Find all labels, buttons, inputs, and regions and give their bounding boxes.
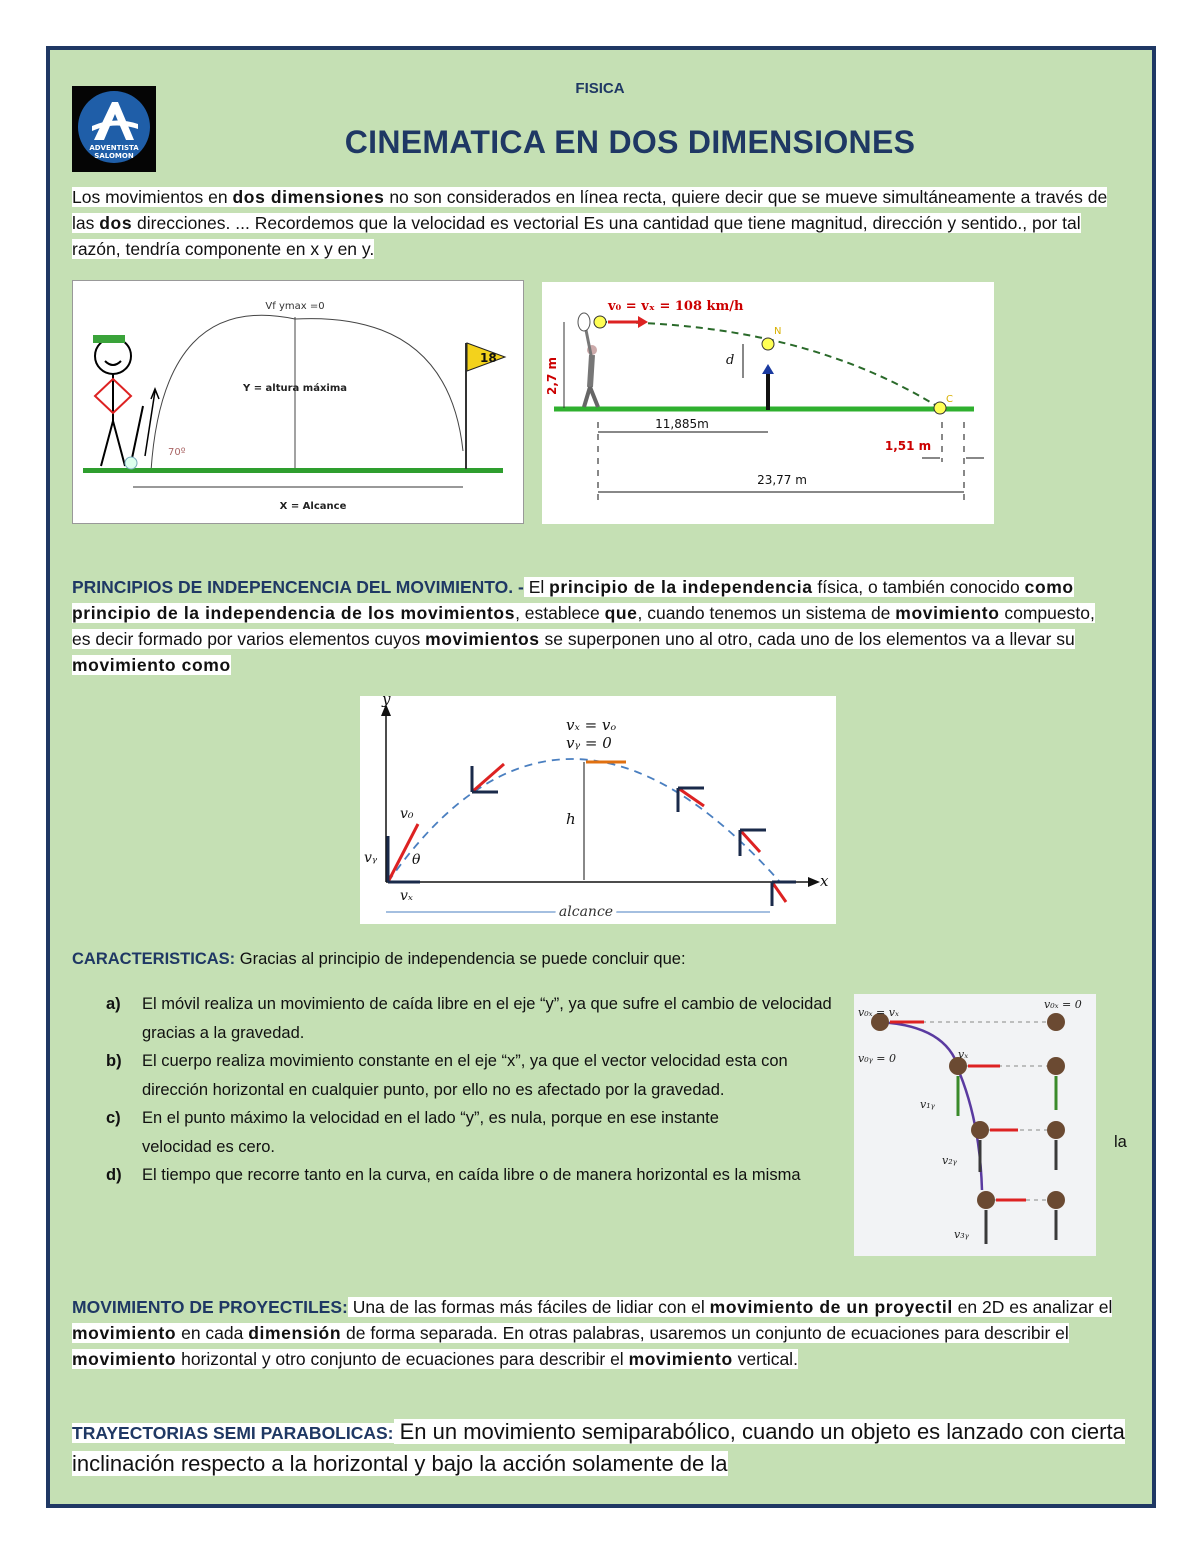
principios-bold-1: principio de la independencia (549, 577, 813, 597)
intro-paragraph (72, 184, 1117, 262)
proj-vx-label: vₓ (400, 888, 413, 904)
tennis-trajectory-figure (542, 282, 994, 524)
proyectiles-heading: MOVIMIENTO DE PROYECTILES: (72, 1297, 348, 1317)
intro-text-3: direcciones. ... Recordemos que la velocidad es vectorial Es una cantidad que tiene magnitud, dirección y sentido., por tal razón, tendría componente en x y en y. (72, 213, 1081, 259)
proyectiles-text-2: en 2D es analizar el (952, 1297, 1113, 1317)
proj-h-label: h (566, 810, 576, 828)
proyectiles-paragraph (72, 1294, 1117, 1372)
proyectiles-text-1: Una de las formas más fáciles de lidiar con el (347, 1297, 710, 1317)
proj-y-axis-label: y (382, 696, 391, 708)
caracteristicas-list (72, 990, 842, 1190)
semiparabolicas-heading: TRAYECTORIAS SEMI PARABOLICAS: (72, 1423, 394, 1443)
semi-label-7: v₃ᵧ (954, 1228, 969, 1241)
principios-bold-5: movimientos (425, 629, 540, 649)
page-frame (46, 46, 1156, 1508)
course-label: FISICA (575, 80, 625, 97)
principios-bold-6: movimiento como (72, 655, 231, 675)
semiparabolicas-paragraph (72, 1416, 1128, 1480)
semi-label-6: v₂ᵧ (942, 1154, 957, 1167)
intro-bold-2: dos (99, 213, 133, 233)
item-c-trailing-word: la (1114, 1133, 1127, 1151)
semi-label-1: v₀ₓ = vₓ (858, 1006, 899, 1019)
list-item: c) En el punto máximo la velocidad en el lado “y”, es nula, porque en ese instante velocidad es cero. (106, 1109, 719, 1156)
proyectiles-text-4: de forma separada. En otras palabras, usaremos un conjunto de ecuaciones para describir el (341, 1323, 1069, 1343)
golf-range-label: X = Alcance (279, 501, 347, 512)
proj-theta-label: θ (412, 852, 421, 868)
proyectiles-bold-2: movimiento (72, 1323, 177, 1343)
logo-text-1: ADVENTISTA (89, 144, 139, 152)
golf-vf-label: Vf ymax =0 (265, 301, 325, 312)
proj-v0-label: v₀ (400, 806, 414, 822)
principios-text-3: , establece (515, 603, 605, 623)
tennis-n-label: N (774, 326, 782, 337)
list-item: a) El móvil realiza un movimiento de caída libre en el eje “y”, ya que sufre el cambio de velocidad gracias a la gravedad. (106, 995, 832, 1042)
proyectiles-bold-5: movimiento (628, 1349, 733, 1369)
golf-flag-number: 18 (480, 351, 497, 365)
golf-angle-label: 70º (168, 447, 186, 458)
tennis-dist3-label: 23,77 m (757, 473, 807, 487)
intro-bold-1: dos dimensiones (232, 187, 385, 207)
intro-text-1: Los movimientos en (72, 187, 233, 207)
golf-trajectory-figure (72, 280, 524, 524)
proyectiles-bold-4: movimiento (72, 1349, 177, 1369)
proyectiles-bold-1: movimiento de un proyectil (709, 1297, 953, 1317)
tennis-v0-label: v₀ = vₓ = 108 km/h (608, 299, 744, 314)
logo-text-2: SALOMON (94, 152, 134, 160)
semi-parabolic-figure (854, 994, 1096, 1256)
proyectiles-text-3: en cada (176, 1323, 249, 1343)
principios-heading: PRINCIPIOS DE INDEPENCENCIA DEL MOVIMIENTO. - (72, 577, 524, 597)
principios-bold-2: como principio de la independencia de los movimientos (72, 577, 1074, 623)
semi-label-2: v₀ₓ = 0 (1044, 998, 1082, 1011)
golf-height-label: Y = altura máxima (242, 383, 348, 394)
list-item: b) El cuerpo realiza movimiento constante en el eje “x”, ya que el vector velocidad esta con dirección horizontal en cualquier punto, por ello no es afectado por la gravedad. (106, 1052, 788, 1099)
caracteristicas-heading: CARACTERISTICAS: (72, 950, 236, 968)
semiparabolicas-text: En un movimiento semiparabólico, cuando un objeto es lanzado con cierta inclinación respecto a la horizontal y bajo la acción solamente de la (72, 1419, 1125, 1476)
proyectiles-text-6: vertical. (732, 1349, 798, 1369)
principios-text-4: , cuando tenemos un sistema de (637, 603, 896, 623)
proj-alcance-label: alcance (558, 904, 614, 920)
proyectiles-text-5: horizontal y otro conjunto de ecuaciones para describir el (176, 1349, 629, 1369)
caracteristicas-intro-text: Gracias al principio de independencia se puede concluir que: (235, 950, 686, 968)
principios-text-6: se superponen uno al otro, cada uno de los elementos va a llevar su (539, 629, 1075, 649)
semi-label-4: vₓ (958, 1048, 969, 1061)
proj-x-axis-label: x (820, 872, 829, 890)
tennis-dist2-label: 1,51 m (884, 439, 932, 453)
principios-text-5: compuesto, es decir formado por varios elementos cuyos (72, 603, 1095, 649)
semi-label-3: v₀ᵧ = 0 (858, 1052, 896, 1065)
principios-bold-3: que (604, 603, 638, 623)
proj-top-label-2: vᵧ = 0 (566, 734, 612, 752)
principios-text-1: El (523, 577, 550, 597)
proj-vy-label: vᵧ (364, 850, 378, 866)
caracteristicas-intro (72, 946, 1117, 972)
tennis-d-label: d (726, 353, 735, 368)
characteristics-ordered-list (72, 990, 842, 1190)
principios-text-2: física, o también conocido (812, 577, 1025, 597)
principios-paragraph (72, 574, 1117, 678)
list-item: d) El tiempo que recorre tanto en la curva, en caída libre o de manera horizontal es la misma (106, 1166, 801, 1184)
proyectiles-bold-3: dimensión (248, 1323, 342, 1343)
tennis-height-label: 2,7 m (545, 357, 559, 395)
principios-bold-4: movimiento (895, 603, 1000, 623)
page-title: CINEMATICA EN DOS DIMENSIONES (344, 124, 916, 160)
intro-text-2: no son considerados en línea recta, quiere decir que se mueve simultáneamente a través de las (72, 187, 1108, 233)
tennis-dist1-label: 11,885m (655, 417, 709, 431)
semi-label-5: v₁ᵧ (920, 1098, 935, 1111)
item-c-continuation: velocidad es cero. (142, 1137, 275, 1156)
projectile-motion-figure (360, 696, 836, 924)
proj-top-label-1: vₓ = vₒ (566, 716, 617, 734)
tennis-c-label: C (946, 394, 953, 405)
